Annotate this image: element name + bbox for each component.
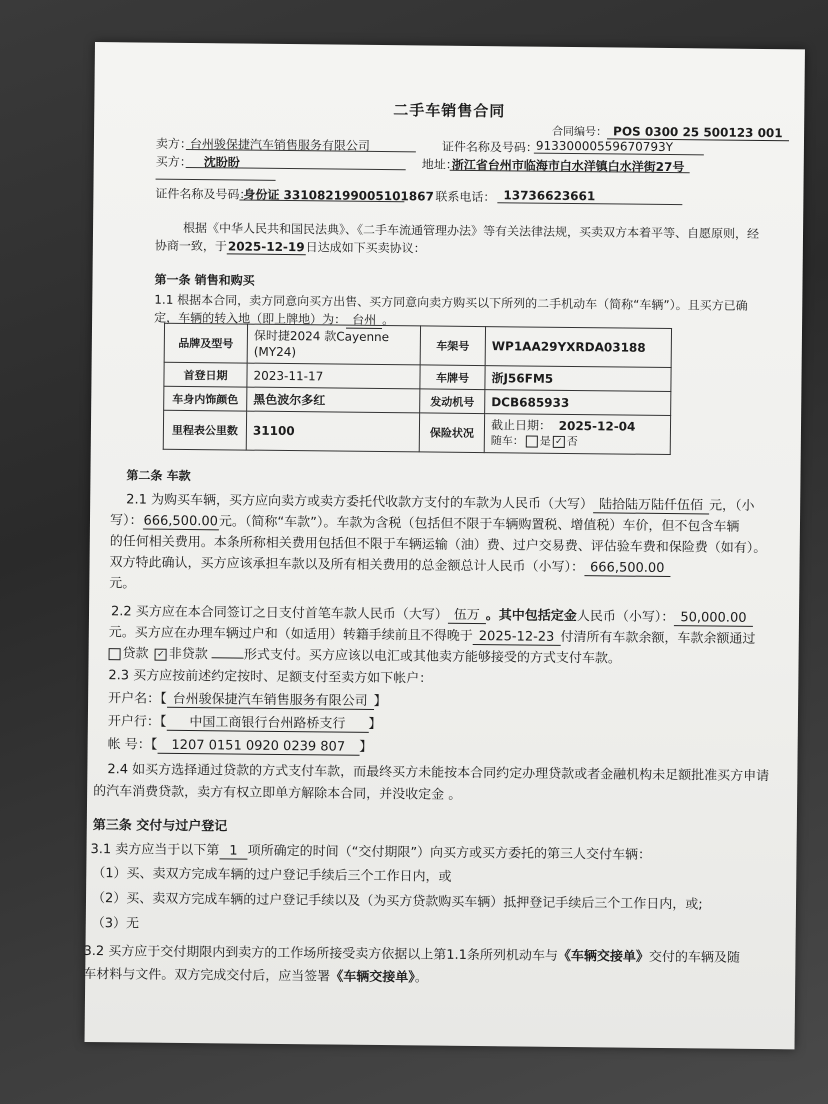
art2-2-l3c: 形式支付。买方应该以电汇或其他卖方能够接受的方式支付车款。 — [243, 647, 621, 667]
contract-number-value: POS 0300 25 500123 001 — [607, 124, 789, 141]
price-chinese: 陆拾陆万陆仟伍佰 — [593, 493, 709, 514]
price-numeric: 666,500.00 — [143, 513, 219, 530]
art2-2-l2b: 付清所有车款余额，车款余额通过 — [560, 629, 756, 647]
brand-model-cell — [247, 324, 420, 365]
art2-2c: 人民币（小写）： — [576, 609, 675, 626]
table-row — [164, 323, 671, 367]
article-3-title: 第三条 交付与过户登记 — [92, 818, 228, 835]
table-cell: 首登日期 — [164, 362, 247, 387]
art3-option-2: （2）买、卖双方完成车辆的过户登记手续以及（为买方贷款购买车辆）抵押登记手续后三个工作日内，或; — [91, 891, 703, 913]
article-2-1-line-4 — [109, 551, 670, 577]
handover-form-ref-2: 《车辆交接单》 — [330, 969, 415, 986]
art2-1-l4: 双方特此确认，买方应该承担车款以及所有相关费用的总金额总计人民币（小写）： — [109, 555, 585, 576]
contract-number-label: 合同编号： — [552, 124, 608, 139]
model-year: (MY24) — [253, 344, 297, 360]
article-1-title: 第一条 销售和购买 — [154, 272, 255, 288]
total-amount: 666,500.00 — [584, 560, 671, 577]
article-1-1-line-1: 1.1 根据本合同，卖方同意向买方出售、买方同意向卖方购买以下所列的二手机动车（简称“车辆”）。且买方已确 — [154, 292, 748, 313]
buyer-address-label: 地址： — [421, 157, 458, 172]
bank-row — [108, 710, 382, 733]
engine-number: DCB685933 — [485, 390, 671, 416]
table-cell: 保险状况 — [419, 413, 484, 453]
phone: 13736623661 — [503, 188, 596, 204]
art3-1b: 项所确定的时间（“交付期限”）向买方或买方委托的第三人交付车辆： — [247, 843, 652, 863]
buyer-cert-label: 证件名称及号码： — [155, 186, 252, 202]
intro-line-2 — [155, 237, 426, 257]
art2-1-yuan: 元，（小 — [708, 498, 755, 514]
bank-name: 中国工商银行台州路桥支行 — [166, 711, 368, 733]
art3-2a: 3.2 买方应于交付期限内到卖方的工作场所接受卖方依据以上第1.1条所列机动车与 — [83, 943, 559, 964]
article-2-title: 第二条 车款 — [126, 468, 191, 484]
art2-1-text: 2.1 为购买车辆，买方应向卖方或卖方委托代收款方支付的车款为人民币（大写） — [126, 492, 594, 513]
agreement-date: 2025-12-19 — [227, 239, 305, 255]
seller-cert-label: 证件名称及号码： — [441, 139, 539, 155]
seller-label: 卖方： — [155, 136, 193, 152]
bracket-left: 【 — [159, 714, 167, 730]
bracket-right: 】 — [368, 716, 382, 733]
table-cell: 品牌及型号 — [164, 323, 247, 363]
page-title: 二手车销售合同 — [393, 101, 506, 121]
article-2-2-line-3 — [109, 642, 621, 666]
table-cell: 车牌号 — [420, 365, 485, 390]
phone-label: 联系电话： — [435, 189, 496, 205]
article-1-1-line-2: 定，车辆的转入地（即上牌地）为： 台州 。 — [154, 310, 395, 328]
buyer-label: 买方： — [155, 154, 192, 170]
vin: WP1AA29YXRDA03188 — [485, 327, 671, 368]
article-2-1-line-5: 元。 — [109, 576, 136, 592]
mileage: 31100 — [246, 411, 419, 452]
art3-2f: 。 — [414, 970, 428, 986]
art3-option-1: （1）买、卖双方完成车辆的过户登记手续后三个工作日内，或 — [92, 866, 452, 885]
table-row — [163, 410, 670, 454]
brand-model: 保时捷2024 款Cayenne — [253, 328, 390, 345]
table-cell: 车架号 — [420, 326, 485, 366]
deposit-amount: 50,000.00 — [674, 610, 752, 627]
checkbox-no-checked: ✓ — [553, 436, 565, 448]
buyer-address: 浙江省台州市临海市白水洋镇白水洋街27号 — [451, 157, 685, 175]
checkbox-yes — [526, 436, 538, 448]
account-name: 台州骏保捷汽车销售服务有限公司 — [167, 688, 374, 710]
buyer-cert: 身份证 331082199005101867 — [243, 187, 434, 204]
transfer-city: 台州 — [346, 311, 382, 329]
seller-cert: 91330000559670793Y — [535, 138, 674, 155]
art3-2c: 交付的车辆及随 — [648, 949, 741, 966]
contract-page — [85, 42, 805, 1049]
intro-text-a: 协商一致，于 — [154, 238, 227, 254]
art2-2-l2a: 元。买方应在办理车辆过户和（如适用）转籍手续前且不得晚于 — [108, 625, 473, 644]
insurance-cell — [484, 414, 670, 455]
account-name-row — [108, 687, 387, 710]
art3-1a: 3.1 卖方应当于以下第 — [90, 841, 220, 859]
plate-number: 浙J56FM5 — [485, 366, 671, 392]
bracket-right: 】 — [373, 693, 387, 710]
checkbox-loan — [109, 648, 121, 660]
intro-line-1: 根据《中华人民共和国民法典》、《二手车流通管理办法》等有关法律法规，买卖双方本着平等、自愿原则，经 — [182, 220, 760, 241]
art2-2b: 。其中包括定金 — [485, 608, 577, 625]
intro-text-b: 日达成如下买卖协议： — [305, 240, 426, 256]
bracket-right: 】 — [359, 739, 373, 755]
bank-label: 开户行： — [107, 714, 160, 730]
bracket-left: 【 — [150, 737, 158, 753]
bracket-left: 【 — [160, 691, 167, 707]
seller-name: 台州骏保捷汽车销售服务有限公司 — [189, 137, 371, 153]
balance-due-date: 2025-12-23 — [473, 629, 561, 646]
account-number-row — [108, 733, 373, 756]
article-2-4-line-2: 的汽车消费贷款，卖方有权立即单方解除本合同，并没收定金 。 — [93, 784, 462, 803]
yes-label: 是 — [539, 434, 551, 448]
buyer-name: 沈盼盼 — [203, 155, 240, 170]
art2-1-l2a: 写）： — [109, 513, 143, 529]
with-car-label: 随车： — [490, 434, 524, 448]
delivery-option-number: 1 — [219, 843, 247, 859]
checkbox-non-loan-checked: ✓ — [155, 648, 167, 660]
non-loan-label: 非贷款 — [168, 646, 208, 663]
table-cell: 里程表公里数 — [163, 410, 246, 450]
article-3-2-line-1 — [83, 940, 740, 966]
account-number: 1207 0151 0920 0239 807 — [157, 738, 359, 756]
article-2-3: 2.3 买方应按前述约定按时、足额支付至卖方如下帐户： — [108, 668, 433, 687]
art2-1-l2b: 元。（简称“车款”）。车款为含税（包括但不限于车辆购置税、增值税）车价，但不包含车辆 — [218, 514, 740, 535]
art3-2d: 车材料与文件。双方完成交付后，应当签署 — [83, 966, 331, 985]
no-label: 否 — [566, 434, 578, 449]
vehicle-info-table — [163, 323, 672, 455]
loan-label: 贷款 — [122, 646, 149, 662]
article-2-4-line-1: 2.4 如买方选择通过贷款的方式支付车款，而最终买方未能按本合同约定办理贷款或者金融机构未足额批准买方申请 — [107, 762, 770, 785]
table-cell: 车身内饰颜色 — [164, 386, 247, 411]
account-number-label: 帐 号： — [107, 737, 151, 753]
art3-option-3: （3）无 — [91, 916, 140, 932]
art2-2a: 2.2 买方应在本合同签订之日支付首笔车款人民币（大写） — [110, 604, 448, 623]
transfer-location-label: 定，车辆的转入地（即上牌地）为： — [154, 310, 347, 327]
insurance-expiry-date: 2025-12-04 — [558, 418, 636, 434]
account-name-label: 开户名： — [108, 691, 161, 707]
article-2-1-line-3: 的任何相关费用。本条所称相关费用包括但不限于车辆运输（油）费、过户交易费、评估验车费和保险费（如有）。 — [109, 534, 767, 557]
insurance-expiry-label: 截止日期： — [490, 418, 552, 433]
blank-underline — [212, 657, 244, 658]
handover-form-ref: 《车辆交接单》 — [557, 948, 650, 965]
color: 黑色波尔多红 — [247, 387, 420, 413]
first-payment-chinese: 伍万 — [448, 604, 486, 624]
article-3-1 — [90, 838, 651, 864]
table-cell: 发动机号 — [420, 389, 485, 414]
first-registration-date: 2023-11-17 — [247, 363, 420, 389]
article-3-2-line-2 — [83, 963, 428, 986]
